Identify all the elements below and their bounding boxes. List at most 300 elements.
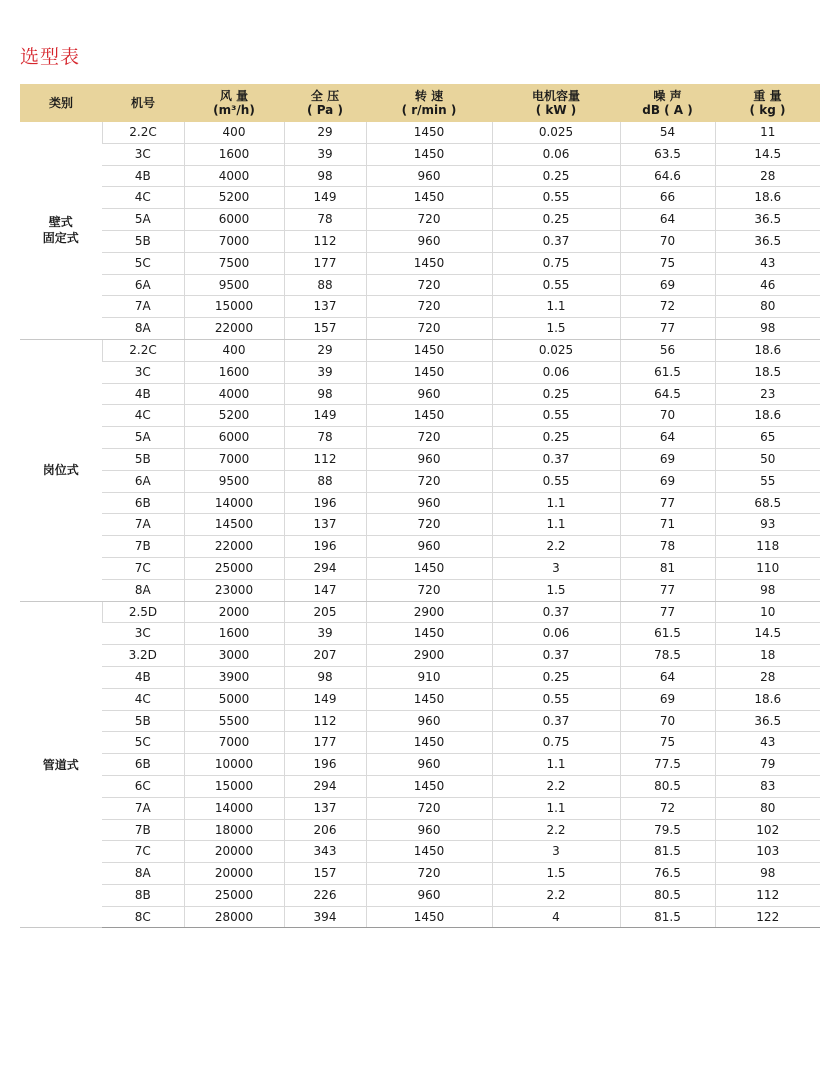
motor-power-cell: 1.5 — [492, 579, 620, 601]
header-speed: 转 速 ( r/min ) — [366, 84, 492, 122]
total-pressure-cell: 177 — [284, 252, 366, 274]
weight-cell: 98 — [715, 579, 820, 601]
table-row — [20, 863, 820, 885]
table-row — [20, 383, 820, 405]
airflow-cell: 4000 — [184, 165, 284, 187]
noise-cell: 54 — [620, 122, 715, 143]
airflow-cell: 5000 — [184, 688, 284, 710]
weight-cell: 18.6 — [715, 688, 820, 710]
motor-power-cell: 1.1 — [492, 492, 620, 514]
noise-cell: 70 — [620, 405, 715, 427]
noise-cell: 64 — [620, 427, 715, 449]
speed-cell: 960 — [366, 754, 492, 776]
airflow-cell: 20000 — [184, 863, 284, 885]
speed-cell: 1450 — [366, 339, 492, 361]
table-row — [20, 143, 820, 165]
noise-cell: 69 — [620, 448, 715, 470]
total-pressure-cell: 112 — [284, 230, 366, 252]
model-no-cell: 5A — [102, 427, 184, 449]
header-category: 类别 — [20, 84, 102, 122]
noise-cell: 56 — [620, 339, 715, 361]
speed-cell: 720 — [366, 209, 492, 231]
table-row — [20, 754, 820, 776]
weight-cell: 98 — [715, 863, 820, 885]
speed-cell: 960 — [366, 383, 492, 405]
table-row — [20, 470, 820, 492]
total-pressure-cell: 157 — [284, 318, 366, 340]
speed-cell: 960 — [366, 492, 492, 514]
total-pressure-cell: 206 — [284, 819, 366, 841]
table-row — [20, 296, 820, 318]
total-pressure-cell: 29 — [284, 339, 366, 361]
motor-power-cell: 2.2 — [492, 536, 620, 558]
noise-cell: 63.5 — [620, 143, 715, 165]
airflow-cell: 28000 — [184, 906, 284, 928]
model-no-cell: 6C — [102, 775, 184, 797]
category-cell: 管道式 — [20, 601, 102, 928]
weight-cell: 43 — [715, 252, 820, 274]
model-no-cell: 7A — [102, 296, 184, 318]
table-row — [20, 230, 820, 252]
weight-cell: 112 — [715, 884, 820, 906]
motor-power-cell: 1.1 — [492, 797, 620, 819]
motor-power-cell: 3 — [492, 557, 620, 579]
total-pressure-cell: 149 — [284, 688, 366, 710]
model-no-cell: 5B — [102, 448, 184, 470]
model-no-cell: 2.2C — [102, 122, 184, 143]
motor-power-cell: 0.25 — [492, 383, 620, 405]
motor-power-cell: 0.55 — [492, 187, 620, 209]
airflow-cell: 20000 — [184, 841, 284, 863]
noise-cell: 72 — [620, 797, 715, 819]
total-pressure-cell: 394 — [284, 906, 366, 928]
total-pressure-cell: 343 — [284, 841, 366, 863]
noise-cell: 70 — [620, 230, 715, 252]
motor-power-cell: 0.37 — [492, 601, 620, 623]
total-pressure-cell: 29 — [284, 122, 366, 143]
total-pressure-cell: 78 — [284, 427, 366, 449]
speed-cell: 960 — [366, 230, 492, 252]
motor-power-cell: 4 — [492, 906, 620, 928]
speed-cell: 720 — [366, 863, 492, 885]
weight-cell: 55 — [715, 470, 820, 492]
total-pressure-cell: 137 — [284, 296, 366, 318]
motor-power-cell: 1.5 — [492, 318, 620, 340]
speed-cell: 960 — [366, 448, 492, 470]
table-row — [20, 339, 820, 361]
weight-cell: 68.5 — [715, 492, 820, 514]
table-row — [20, 514, 820, 536]
model-no-cell: 3.2D — [102, 645, 184, 667]
noise-cell: 80.5 — [620, 884, 715, 906]
noise-cell: 69 — [620, 688, 715, 710]
table-header-row — [20, 84, 820, 122]
total-pressure-cell: 39 — [284, 143, 366, 165]
table-row — [20, 557, 820, 579]
airflow-cell: 14000 — [184, 797, 284, 819]
table-row — [20, 427, 820, 449]
speed-cell: 1450 — [366, 841, 492, 863]
speed-cell: 1450 — [366, 143, 492, 165]
airflow-cell: 10000 — [184, 754, 284, 776]
speed-cell: 720 — [366, 274, 492, 296]
airflow-cell: 2000 — [184, 601, 284, 623]
motor-power-cell: 0.37 — [492, 230, 620, 252]
model-no-cell: 8A — [102, 318, 184, 340]
noise-cell: 76.5 — [620, 863, 715, 885]
table-row — [20, 710, 820, 732]
total-pressure-cell: 149 — [284, 187, 366, 209]
weight-cell: 36.5 — [715, 230, 820, 252]
noise-cell: 64.6 — [620, 165, 715, 187]
model-no-cell: 6B — [102, 754, 184, 776]
selection-table — [20, 84, 820, 928]
weight-cell: 102 — [715, 819, 820, 841]
model-no-cell: 4C — [102, 405, 184, 427]
airflow-cell: 14000 — [184, 492, 284, 514]
speed-cell: 720 — [366, 427, 492, 449]
weight-cell: 18 — [715, 645, 820, 667]
weight-cell: 80 — [715, 296, 820, 318]
motor-power-cell: 1.5 — [492, 863, 620, 885]
total-pressure-cell: 149 — [284, 405, 366, 427]
noise-cell: 64.5 — [620, 383, 715, 405]
weight-cell: 36.5 — [715, 710, 820, 732]
motor-power-cell: 0.25 — [492, 427, 620, 449]
model-no-cell: 3C — [102, 623, 184, 645]
airflow-cell: 1600 — [184, 143, 284, 165]
weight-cell: 18.5 — [715, 361, 820, 383]
table-row — [20, 601, 820, 623]
table-row — [20, 623, 820, 645]
weight-cell: 65 — [715, 427, 820, 449]
total-pressure-cell: 98 — [284, 383, 366, 405]
total-pressure-cell: 98 — [284, 165, 366, 187]
noise-cell: 81.5 — [620, 906, 715, 928]
model-no-cell: 2.2C — [102, 339, 184, 361]
airflow-cell: 400 — [184, 339, 284, 361]
airflow-cell: 9500 — [184, 470, 284, 492]
table-row — [20, 775, 820, 797]
noise-cell: 81.5 — [620, 841, 715, 863]
airflow-cell: 7000 — [184, 448, 284, 470]
header-total-pressure: 全 压 ( Pa ) — [284, 84, 366, 122]
model-no-cell: 6A — [102, 274, 184, 296]
model-no-cell: 4C — [102, 688, 184, 710]
airflow-cell: 5200 — [184, 187, 284, 209]
model-no-cell: 7B — [102, 536, 184, 558]
table-row — [20, 884, 820, 906]
airflow-cell: 1600 — [184, 623, 284, 645]
noise-cell: 61.5 — [620, 623, 715, 645]
model-no-cell: 8A — [102, 579, 184, 601]
airflow-cell: 22000 — [184, 536, 284, 558]
airflow-cell: 15000 — [184, 296, 284, 318]
airflow-cell: 7500 — [184, 252, 284, 274]
motor-power-cell: 0.06 — [492, 143, 620, 165]
table-row — [20, 732, 820, 754]
airflow-cell: 15000 — [184, 775, 284, 797]
motor-power-cell: 0.37 — [492, 448, 620, 470]
weight-cell: 36.5 — [715, 209, 820, 231]
speed-cell: 720 — [366, 797, 492, 819]
model-no-cell: 5B — [102, 230, 184, 252]
noise-cell: 81 — [620, 557, 715, 579]
weight-cell: 79 — [715, 754, 820, 776]
motor-power-cell: 0.25 — [492, 666, 620, 688]
model-no-cell: 8B — [102, 884, 184, 906]
noise-cell: 69 — [620, 470, 715, 492]
header-weight: 重 量 ( kg ) — [715, 84, 820, 122]
speed-cell: 1450 — [366, 623, 492, 645]
speed-cell: 720 — [366, 514, 492, 536]
header-model-no: 机号 — [102, 84, 184, 122]
table-row — [20, 122, 820, 143]
weight-cell: 28 — [715, 666, 820, 688]
airflow-cell: 1600 — [184, 361, 284, 383]
weight-cell: 118 — [715, 536, 820, 558]
speed-cell: 1450 — [366, 122, 492, 143]
motor-power-cell: 2.2 — [492, 775, 620, 797]
model-no-cell: 6A — [102, 470, 184, 492]
total-pressure-cell: 196 — [284, 492, 366, 514]
noise-cell: 75 — [620, 732, 715, 754]
total-pressure-cell: 98 — [284, 666, 366, 688]
total-pressure-cell: 137 — [284, 514, 366, 536]
model-no-cell: 5C — [102, 732, 184, 754]
weight-cell: 11 — [715, 122, 820, 143]
weight-cell: 18.6 — [715, 339, 820, 361]
airflow-cell: 4000 — [184, 383, 284, 405]
total-pressure-cell: 294 — [284, 775, 366, 797]
airflow-cell: 400 — [184, 122, 284, 143]
total-pressure-cell: 294 — [284, 557, 366, 579]
table-row — [20, 645, 820, 667]
motor-power-cell: 0.06 — [492, 623, 620, 645]
weight-cell: 98 — [715, 318, 820, 340]
noise-cell: 75 — [620, 252, 715, 274]
model-no-cell: 2.5D — [102, 601, 184, 623]
model-no-cell: 5C — [102, 252, 184, 274]
speed-cell: 1450 — [366, 732, 492, 754]
motor-power-cell: 0.025 — [492, 339, 620, 361]
airflow-cell: 25000 — [184, 557, 284, 579]
motor-power-cell: 0.55 — [492, 688, 620, 710]
motor-power-cell: 0.25 — [492, 209, 620, 231]
model-no-cell: 4C — [102, 187, 184, 209]
speed-cell: 960 — [366, 819, 492, 841]
airflow-cell: 5200 — [184, 405, 284, 427]
weight-cell: 28 — [715, 165, 820, 187]
motor-power-cell: 0.55 — [492, 470, 620, 492]
model-no-cell: 5A — [102, 209, 184, 231]
table-row — [20, 797, 820, 819]
total-pressure-cell: 157 — [284, 863, 366, 885]
header-motor-power: 电机容量 ( kW ) — [492, 84, 620, 122]
weight-cell: 103 — [715, 841, 820, 863]
total-pressure-cell: 112 — [284, 710, 366, 732]
weight-cell: 122 — [715, 906, 820, 928]
motor-power-cell: 0.06 — [492, 361, 620, 383]
model-no-cell: 6B — [102, 492, 184, 514]
total-pressure-cell: 177 — [284, 732, 366, 754]
noise-cell: 78.5 — [620, 645, 715, 667]
total-pressure-cell: 137 — [284, 797, 366, 819]
motor-power-cell: 0.75 — [492, 252, 620, 274]
total-pressure-cell: 205 — [284, 601, 366, 623]
weight-cell: 43 — [715, 732, 820, 754]
noise-cell: 77 — [620, 601, 715, 623]
airflow-cell: 14500 — [184, 514, 284, 536]
motor-power-cell: 0.75 — [492, 732, 620, 754]
table-row — [20, 448, 820, 470]
model-no-cell: 8C — [102, 906, 184, 928]
total-pressure-cell: 88 — [284, 470, 366, 492]
motor-power-cell: 1.1 — [492, 296, 620, 318]
speed-cell: 720 — [366, 296, 492, 318]
table-row — [20, 819, 820, 841]
speed-cell: 1450 — [366, 361, 492, 383]
noise-cell: 66 — [620, 187, 715, 209]
table-row — [20, 187, 820, 209]
model-no-cell: 7A — [102, 797, 184, 819]
noise-cell: 64 — [620, 666, 715, 688]
motor-power-cell: 2.2 — [492, 884, 620, 906]
motor-power-cell: 0.37 — [492, 710, 620, 732]
category-cell: 壁式 固定式 — [20, 122, 102, 339]
airflow-cell: 25000 — [184, 884, 284, 906]
weight-cell: 80 — [715, 797, 820, 819]
model-no-cell: 3C — [102, 143, 184, 165]
noise-cell: 69 — [620, 274, 715, 296]
weight-cell: 18.6 — [715, 187, 820, 209]
speed-cell: 1450 — [366, 775, 492, 797]
model-no-cell: 5B — [102, 710, 184, 732]
noise-cell: 61.5 — [620, 361, 715, 383]
speed-cell: 960 — [366, 536, 492, 558]
airflow-cell: 3900 — [184, 666, 284, 688]
motor-power-cell: 0.55 — [492, 405, 620, 427]
speed-cell: 960 — [366, 165, 492, 187]
airflow-cell: 22000 — [184, 318, 284, 340]
airflow-cell: 3000 — [184, 645, 284, 667]
speed-cell: 1450 — [366, 187, 492, 209]
noise-cell: 64 — [620, 209, 715, 231]
table-row — [20, 906, 820, 928]
airflow-cell: 5500 — [184, 710, 284, 732]
table-row — [20, 536, 820, 558]
motor-power-cell: 2.2 — [492, 819, 620, 841]
airflow-cell: 7000 — [184, 732, 284, 754]
table-row — [20, 841, 820, 863]
table-row — [20, 209, 820, 231]
speed-cell: 720 — [366, 470, 492, 492]
noise-cell: 77 — [620, 492, 715, 514]
weight-cell: 23 — [715, 383, 820, 405]
total-pressure-cell: 196 — [284, 536, 366, 558]
header-noise: 噪 声 dB ( A ) — [620, 84, 715, 122]
speed-cell: 1450 — [366, 252, 492, 274]
model-no-cell: 4B — [102, 165, 184, 187]
noise-cell: 72 — [620, 296, 715, 318]
weight-cell: 110 — [715, 557, 820, 579]
speed-cell: 960 — [366, 884, 492, 906]
model-no-cell: 8A — [102, 863, 184, 885]
model-no-cell: 7A — [102, 514, 184, 536]
airflow-cell: 18000 — [184, 819, 284, 841]
table-row — [20, 492, 820, 514]
table-body — [20, 122, 820, 928]
speed-cell: 1450 — [366, 906, 492, 928]
table-row — [20, 405, 820, 427]
noise-cell: 77.5 — [620, 754, 715, 776]
airflow-cell: 6000 — [184, 209, 284, 231]
airflow-cell: 9500 — [184, 274, 284, 296]
page-title: 选型表 — [20, 46, 81, 68]
total-pressure-cell: 226 — [284, 884, 366, 906]
motor-power-cell: 0.55 — [492, 274, 620, 296]
speed-cell: 1450 — [366, 405, 492, 427]
noise-cell: 71 — [620, 514, 715, 536]
speed-cell: 2900 — [366, 601, 492, 623]
motor-power-cell: 0.37 — [492, 645, 620, 667]
table-row — [20, 252, 820, 274]
total-pressure-cell: 112 — [284, 448, 366, 470]
speed-cell: 720 — [366, 579, 492, 601]
model-no-cell: 4B — [102, 666, 184, 688]
speed-cell: 910 — [366, 666, 492, 688]
motor-power-cell: 1.1 — [492, 754, 620, 776]
total-pressure-cell: 88 — [284, 274, 366, 296]
table-row — [20, 165, 820, 187]
airflow-cell: 6000 — [184, 427, 284, 449]
speed-cell: 2900 — [366, 645, 492, 667]
table-row — [20, 318, 820, 340]
motor-power-cell: 1.1 — [492, 514, 620, 536]
noise-cell: 77 — [620, 318, 715, 340]
weight-cell: 10 — [715, 601, 820, 623]
weight-cell: 14.5 — [715, 143, 820, 165]
motor-power-cell: 0.25 — [492, 165, 620, 187]
model-no-cell: 7C — [102, 841, 184, 863]
weight-cell: 50 — [715, 448, 820, 470]
model-no-cell: 7C — [102, 557, 184, 579]
speed-cell: 1450 — [366, 557, 492, 579]
weight-cell: 14.5 — [715, 623, 820, 645]
table-row — [20, 666, 820, 688]
table-row — [20, 361, 820, 383]
noise-cell: 78 — [620, 536, 715, 558]
model-no-cell: 4B — [102, 383, 184, 405]
header-airflow: 风 量 (m³/h) — [184, 84, 284, 122]
speed-cell: 1450 — [366, 688, 492, 710]
motor-power-cell: 0.025 — [492, 122, 620, 143]
airflow-cell: 7000 — [184, 230, 284, 252]
category-cell: 岗位式 — [20, 339, 102, 601]
speed-cell: 720 — [366, 318, 492, 340]
noise-cell: 70 — [620, 710, 715, 732]
weight-cell: 93 — [715, 514, 820, 536]
total-pressure-cell: 39 — [284, 623, 366, 645]
table-row — [20, 688, 820, 710]
total-pressure-cell: 196 — [284, 754, 366, 776]
weight-cell: 18.6 — [715, 405, 820, 427]
weight-cell: 83 — [715, 775, 820, 797]
speed-cell: 960 — [366, 710, 492, 732]
table-row — [20, 274, 820, 296]
noise-cell: 79.5 — [620, 819, 715, 841]
total-pressure-cell: 207 — [284, 645, 366, 667]
